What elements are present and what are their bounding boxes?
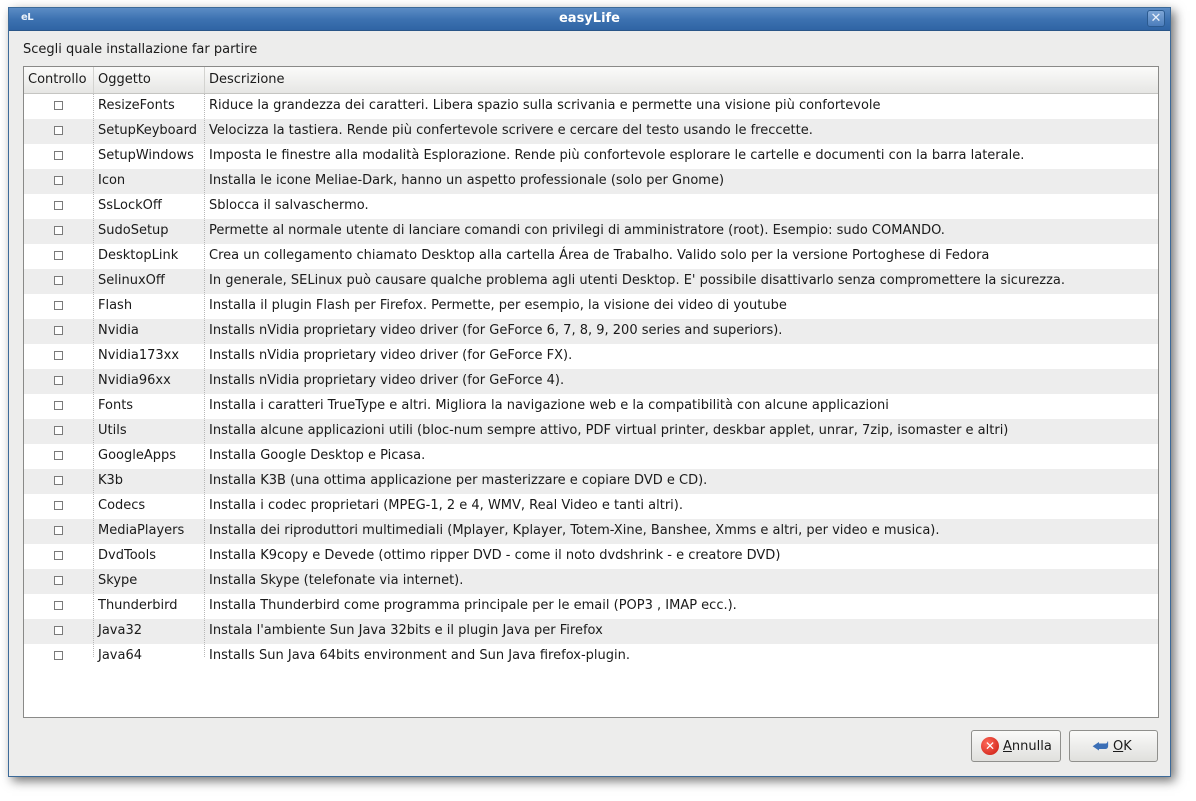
close-icon: ✕ <box>1150 11 1162 26</box>
table-row[interactable] <box>24 94 1158 119</box>
title-bar[interactable] <box>9 8 1170 31</box>
row-description: Crea un collegamento chiamato Desktop alla cartella Área de Trabalho. Valido solo per la versione Portoghese di Fedora <box>209 248 990 263</box>
row-object-name: ResizeFonts <box>98 98 175 113</box>
column-header-descrizione[interactable]: Descrizione <box>209 72 285 87</box>
row-object-name: Fonts <box>98 398 134 413</box>
table-row[interactable] <box>24 194 1158 219</box>
table-row[interactable] <box>24 569 1158 594</box>
table-row[interactable] <box>24 344 1158 369</box>
installation-list[interactable] <box>23 66 1159 718</box>
table-row[interactable] <box>24 369 1158 394</box>
row-checkbox[interactable] <box>54 126 63 135</box>
row-checkbox[interactable] <box>54 151 63 160</box>
table-row[interactable] <box>24 444 1158 469</box>
table-row[interactable] <box>24 494 1158 519</box>
row-checkbox[interactable] <box>54 501 63 510</box>
row-description: Installa alcune applicazioni utili (bloc-num sempre attivo, PDF virtual printer, deskbar applet, unrar, 7zip, isomaster e altri) <box>209 423 1009 438</box>
row-checkbox[interactable] <box>54 576 63 585</box>
column-separator <box>204 94 205 657</box>
table-row[interactable] <box>24 419 1158 444</box>
row-description: Installa Thunderbird come programma principale per le email (POP3 , IMAP ecc.). <box>209 598 737 613</box>
row-description: Installa Google Desktop e Picasa. <box>209 448 426 463</box>
table-row[interactable] <box>24 119 1158 144</box>
row-description: Installs nVidia proprietary video driver (for GeForce 6, 7, 8, 9, 200 series and superiors). <box>209 323 783 338</box>
table-row[interactable] <box>24 394 1158 419</box>
row-description: Installa le icone Meliae-Dark, hanno un aspetto professionale (solo per Gnome) <box>209 173 725 188</box>
list-rows <box>24 94 1158 669</box>
cancel-icon: ✕ <box>981 737 999 755</box>
table-row[interactable] <box>24 244 1158 269</box>
close-button[interactable] <box>1147 10 1165 27</box>
row-object-name: Flash <box>98 298 133 313</box>
row-description: In generale, SELinux può causare qualche problema agli utenti Desktop. E' possibile disattivarlo senza compromettere la sicurezza. <box>209 273 1065 288</box>
table-row[interactable] <box>24 319 1158 344</box>
row-description: Sblocca il salvaschermo. <box>209 198 369 213</box>
row-checkbox[interactable] <box>54 401 63 410</box>
row-checkbox[interactable] <box>54 276 63 285</box>
table-row[interactable] <box>24 619 1158 644</box>
app-icon: eL <box>21 12 34 23</box>
row-object-name: MediaPlayers <box>98 523 185 538</box>
row-description: Installa dei riproduttori multimediali (Mplayer, Kplayer, Totem-Xine, Banshee, Xmms e altri, per video e musica). <box>209 523 940 538</box>
table-row[interactable] <box>24 469 1158 494</box>
row-object-name: SelinuxOff <box>98 273 165 288</box>
table-row[interactable] <box>24 594 1158 619</box>
table-row[interactable] <box>24 519 1158 544</box>
row-object-name: Java32 <box>98 623 143 638</box>
ok-button[interactable] <box>1069 730 1158 762</box>
instruction-label: Scegli quale installazione far partire <box>23 42 258 57</box>
column-header-controllo[interactable]: Controllo <box>24 67 94 93</box>
row-object-name: GoogleApps <box>98 448 177 463</box>
row-description: Instala l'ambiente Sun Java 32bits e il plugin Java per Firefox <box>209 623 603 638</box>
row-object-name: DesktopLink <box>98 248 179 263</box>
row-checkbox[interactable] <box>54 351 63 360</box>
cancel-button[interactable] <box>971 730 1061 762</box>
row-checkbox[interactable] <box>54 526 63 535</box>
easylife-dialog <box>8 7 1171 777</box>
row-description: Installa Skype (telefonate via internet). <box>209 573 464 588</box>
table-row[interactable] <box>24 544 1158 569</box>
row-description: Installa K9copy e Devede (ottimo ripper DVD - come il noto dvdshrink - e creatore DVD) <box>209 548 781 563</box>
row-checkbox[interactable] <box>54 651 63 660</box>
column-header-oggetto[interactable]: Oggetto <box>94 67 205 93</box>
window-title: easyLife <box>558 11 620 26</box>
row-checkbox[interactable] <box>54 201 63 210</box>
row-checkbox[interactable] <box>54 101 63 110</box>
row-description: Installs nVidia proprietary video driver (for GeForce FX). <box>209 348 573 363</box>
table-row[interactable] <box>24 294 1158 319</box>
row-object-name: Nvidia173xx <box>98 348 180 363</box>
row-description: Imposta le finestre alla modalità Esplorazione. Rende più confortevole esplorare le cartelle e documenti con la barra laterale. <box>209 148 1025 163</box>
row-object-name: Codecs <box>98 498 146 513</box>
table-row[interactable] <box>24 644 1158 669</box>
row-description: Installa K3B (una ottima applicazione per masterizzare e copiare DVD e CD). <box>209 473 708 488</box>
row-checkbox[interactable] <box>54 551 63 560</box>
row-object-name: Nvidia96xx <box>98 373 171 388</box>
row-checkbox[interactable] <box>54 226 63 235</box>
row-checkbox[interactable] <box>54 476 63 485</box>
table-row[interactable] <box>24 144 1158 169</box>
row-description: Installa i codec proprietari (MPEG-1, 2 e 4, WMV, Real Video e tanti altri). <box>209 498 683 513</box>
row-description: Permette al normale utente di lanciare comandi con privilegi di amministratore (root). Esempio: sudo COMANDO. <box>209 223 945 238</box>
row-checkbox[interactable] <box>54 301 63 310</box>
row-object-name: Nvidia <box>98 323 139 338</box>
row-description: Riduce la grandezza dei caratteri. Libera spazio sulla scrivania e permette una visione più confortevole <box>209 98 881 113</box>
ok-button-label: OK <box>1113 739 1132 754</box>
row-checkbox[interactable] <box>54 601 63 610</box>
row-description: Installa i caratteri TrueType e altri. Migliora la navigazione web e la compatibilità con alcune applicazioni <box>209 398 889 413</box>
table-row[interactable] <box>24 219 1158 244</box>
list-header <box>24 67 1158 94</box>
row-checkbox[interactable] <box>54 626 63 635</box>
row-checkbox[interactable] <box>54 376 63 385</box>
row-object-name: DvdTools <box>98 548 156 563</box>
cancel-button-label: Annulla <box>1003 739 1052 754</box>
row-object-name: K3b <box>98 473 124 488</box>
row-object-name: Icon <box>98 173 126 188</box>
row-description: Installs nVidia proprietary video driver (for GeForce 4). <box>209 373 565 388</box>
row-description: Installs Sun Java 64bits environment and Sun Java firefox-plugin. <box>209 648 630 663</box>
row-object-name: Utils <box>98 423 127 438</box>
row-description: Installa il plugin Flash per Firefox. Permette, per esempio, la visione dei video di youtube <box>209 298 787 313</box>
column-separator <box>93 94 94 657</box>
row-object-name: SetupWindows <box>98 148 194 163</box>
row-checkbox[interactable] <box>54 326 63 335</box>
table-row[interactable] <box>24 169 1158 194</box>
row-object-name: SsLockOff <box>98 198 162 213</box>
row-object-name: SudoSetup <box>98 223 169 238</box>
row-checkbox[interactable] <box>54 251 63 260</box>
ok-arrow-icon: ⮨ <box>1092 736 1109 757</box>
row-description: Velocizza la tastiera. Rende più confertevole scrivere e cercare del testo usando le freccette. <box>209 123 813 138</box>
row-checkbox[interactable] <box>54 176 63 185</box>
table-row[interactable] <box>24 269 1158 294</box>
row-object-name: SetupKeyboard <box>98 123 197 138</box>
row-object-name: Java64 <box>98 648 143 663</box>
row-checkbox[interactable] <box>54 426 63 435</box>
row-object-name: Skype <box>98 573 138 588</box>
row-object-name: Thunderbird <box>98 598 178 613</box>
row-checkbox[interactable] <box>54 451 63 460</box>
